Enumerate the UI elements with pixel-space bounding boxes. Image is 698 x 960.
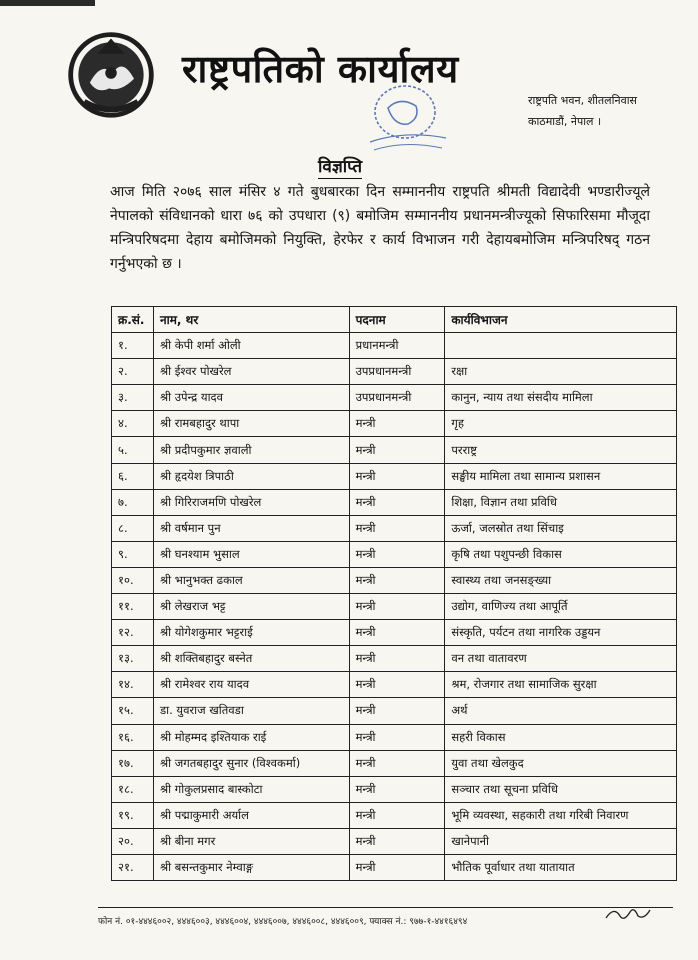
- name-cell: श्री बसन्तकुमार नेम्वाङ्ग: [153, 854, 349, 880]
- table-row: [112, 828, 677, 854]
- serial-cell: ३.: [112, 385, 154, 411]
- portfolio-cell: कृषि तथा पशुपन्छी विकास: [445, 541, 677, 567]
- name-cell: श्री लेखराज भट्ट: [153, 594, 349, 620]
- name-cell: श्री हृदयेश त्रिपाठी: [153, 463, 349, 489]
- notice-body: आज मिति २०७६ साल मंसिर ४ गते बुधबारका दिन सम्माननीय राष्ट्रपति श्रीमती विद्यादेवी भण्डारीज्यूले नेपालको संविधानको धारा ७६ को उपधारा (९) बमोजिम सम्माननीय प्रधानमन्त्रीज्यूको सिफारिसमा मौजूदा मन्त्रिपरिषदमा देहाय बमोजिमको नियुक्ति, हेरफेर र कार्य विभाजन गरी देहायबमोजिम मन्त्रिपरिषद् गठन गर्नुभएको छ ।: [110, 184, 650, 272]
- serial-cell: २०.: [112, 828, 154, 854]
- serial-cell: १८.: [112, 776, 154, 802]
- table-row: [112, 620, 677, 646]
- post-cell: मन्त्री: [349, 776, 445, 802]
- portfolio-cell: सञ्चार तथा सूचना प्रविधि: [445, 776, 677, 802]
- table-row: [112, 489, 677, 515]
- post-cell: मन्त्री: [349, 724, 445, 750]
- name-cell: श्री मोहम्मद इश्तियाक राई: [153, 724, 349, 750]
- post-cell: मन्त्री: [349, 515, 445, 541]
- serial-cell: ८.: [112, 515, 154, 541]
- serial-cell: १०.: [112, 567, 154, 593]
- name-cell: श्री जगतबहादुर सुनार (विश्वकर्मा): [153, 750, 349, 776]
- header-name: नाम, थर: [153, 307, 349, 333]
- name-cell: श्री ईश्वर पोखरेल: [153, 359, 349, 385]
- table-row: [112, 437, 677, 463]
- portfolio-cell: कानुन, न्याय तथा संसदीय मामिला: [445, 385, 677, 411]
- post-cell: मन्त्री: [349, 802, 445, 828]
- cabinet-table: [111, 306, 677, 881]
- portfolio-cell: सहरी विकास: [445, 724, 677, 750]
- serial-cell: १५.: [112, 698, 154, 724]
- serial-cell: २१.: [112, 854, 154, 880]
- portfolio-cell: युवा तथा खेलकुद: [445, 750, 677, 776]
- portfolio-cell: उद्योग, वाणिज्य तथा आपूर्ति: [445, 594, 677, 620]
- signature-mark: [604, 904, 652, 924]
- portfolio-cell: ऊर्जा, जलस्रोत तथा सिंचाइ: [445, 515, 677, 541]
- portfolio-cell: रक्षा: [445, 359, 677, 385]
- name-cell: श्री बीना मगर: [153, 828, 349, 854]
- portfolio-cell: खानेपानी: [445, 828, 677, 854]
- portfolio-cell: शिक्षा, विज्ञान तथा प्रविधि: [445, 489, 677, 515]
- post-cell: प्रधानमन्त्री: [349, 333, 445, 359]
- name-cell: श्री पद्माकुमारी अर्याल: [153, 802, 349, 828]
- post-cell: मन्त्री: [349, 620, 445, 646]
- table-row: [112, 463, 677, 489]
- serial-cell: १.: [112, 333, 154, 359]
- scan-edge: [0, 0, 698, 6]
- serial-cell: ६.: [112, 463, 154, 489]
- name-cell: श्री केपी शर्मा ओली: [153, 333, 349, 359]
- name-cell: डा. युवराज खतिवडा: [153, 698, 349, 724]
- nepal-emblem-icon: [63, 25, 159, 121]
- address-line-1: राष्ट्रपति भवन, शीतलनिवास: [528, 94, 637, 107]
- table-row: [112, 333, 677, 359]
- address-line-2: काठमाडौं, नेपाल ।: [528, 115, 602, 128]
- post-cell: मन्त्री: [349, 672, 445, 698]
- serial-cell: १९.: [112, 802, 154, 828]
- portfolio-cell: अर्थ: [445, 698, 677, 724]
- post-cell: मन्त्री: [349, 646, 445, 672]
- serial-cell: ४.: [112, 411, 154, 437]
- table-row: [112, 567, 677, 593]
- name-cell: श्री रामेश्वर राय यादव: [153, 672, 349, 698]
- table-row: [112, 541, 677, 567]
- portfolio-cell: भौतिक पूर्वाधार तथा यातायात: [445, 854, 677, 880]
- name-cell: श्री प्रदीपकुमार ज्ञवाली: [153, 437, 349, 463]
- name-cell: श्री उपेन्द्र यादव: [153, 385, 349, 411]
- post-cell: मन्त्री: [349, 411, 445, 437]
- serial-cell: ७.: [112, 489, 154, 515]
- name-cell: श्री गिरिराजमणि पोखरेल: [153, 489, 349, 515]
- name-cell: श्री भानुभक्त ढकाल: [153, 567, 349, 593]
- header-serial: क्र.सं.: [112, 307, 154, 333]
- serial-cell: १६.: [112, 724, 154, 750]
- portfolio-cell: वन तथा वातावरण: [445, 646, 677, 672]
- table-row: [112, 802, 677, 828]
- header-portfolio: कार्यविभाजन: [445, 307, 677, 333]
- serial-cell: १७.: [112, 750, 154, 776]
- header-post: पदनाम: [349, 307, 445, 333]
- footer-divider: [98, 907, 673, 908]
- portfolio-cell: श्रम, रोजगार तथा सामाजिक सुरक्षा: [445, 672, 677, 698]
- portfolio-cell: भूमि व्यवस्था, सहकारी तथा गरिबी निवारण: [445, 802, 677, 828]
- table-row: [112, 672, 677, 698]
- notice-title: विज्ञप्ति: [318, 154, 362, 179]
- serial-cell: १४.: [112, 672, 154, 698]
- serial-cell: १२.: [112, 620, 154, 646]
- post-cell: मन्त्री: [349, 541, 445, 567]
- table-row: [112, 724, 677, 750]
- name-cell: श्री घनश्याम भुसाल: [153, 541, 349, 567]
- post-cell: उपप्रधानमन्त्री: [349, 385, 445, 411]
- table-row: [112, 411, 677, 437]
- name-cell: श्री रामबहादुर थापा: [153, 411, 349, 437]
- post-cell: मन्त्री: [349, 437, 445, 463]
- portfolio-cell: सङ्घीय मामिला तथा सामान्य प्रशासन: [445, 463, 677, 489]
- name-cell: श्री शक्तिबहादुर बस्नेत: [153, 646, 349, 672]
- name-cell: श्री गोकुलप्रसाद बास्कोटा: [153, 776, 349, 802]
- post-cell: मन्त्री: [349, 567, 445, 593]
- serial-cell: ९.: [112, 541, 154, 567]
- post-cell: मन्त्री: [349, 463, 445, 489]
- office-address: [528, 90, 637, 132]
- name-cell: श्री वर्षमान पुन: [153, 515, 349, 541]
- table-row: [112, 776, 677, 802]
- table-row: [112, 750, 677, 776]
- serial-cell: ५.: [112, 437, 154, 463]
- portfolio-cell: [445, 333, 677, 359]
- office-seal-stamp: [350, 78, 460, 158]
- portfolio-cell: स्वास्थ्य तथा जनसङ्ख्या: [445, 567, 677, 593]
- table-row: [112, 515, 677, 541]
- post-cell: मन्त्री: [349, 828, 445, 854]
- portfolio-cell: परराष्ट्र: [445, 437, 677, 463]
- serial-cell: ११.: [112, 594, 154, 620]
- post-cell: मन्त्री: [349, 489, 445, 515]
- table-row: [112, 698, 677, 724]
- post-cell: मन्त्री: [349, 594, 445, 620]
- table-row: [112, 359, 677, 385]
- serial-cell: १३.: [112, 646, 154, 672]
- post-cell: मन्त्री: [349, 698, 445, 724]
- serial-cell: २.: [112, 359, 154, 385]
- table-row: [112, 646, 677, 672]
- post-cell: उपप्रधानमन्त्री: [349, 359, 445, 385]
- post-cell: मन्त्री: [349, 750, 445, 776]
- table-row: [112, 594, 677, 620]
- post-cell: मन्त्री: [349, 854, 445, 880]
- table-row: [112, 854, 677, 880]
- office-title: राष्ट्रपतिको कार्यालय: [182, 47, 459, 91]
- name-cell: श्री योगेशकुमार भट्टराई: [153, 620, 349, 646]
- table-header-row: [112, 307, 677, 333]
- footer-contact: फोन नं. ०१-४४४६००२, ४४४६००३, ४४४६००४, ४४४६००७, ४४४६००८, ४४४६००९, फ्याक्स नं.: ९७७-१-४४१६४९४: [98, 917, 468, 927]
- portfolio-cell: गृह: [445, 411, 677, 437]
- portfolio-cell: संस्कृति, पर्यटन तथा नागरिक उड्डयन: [445, 620, 677, 646]
- table-row: [112, 385, 677, 411]
